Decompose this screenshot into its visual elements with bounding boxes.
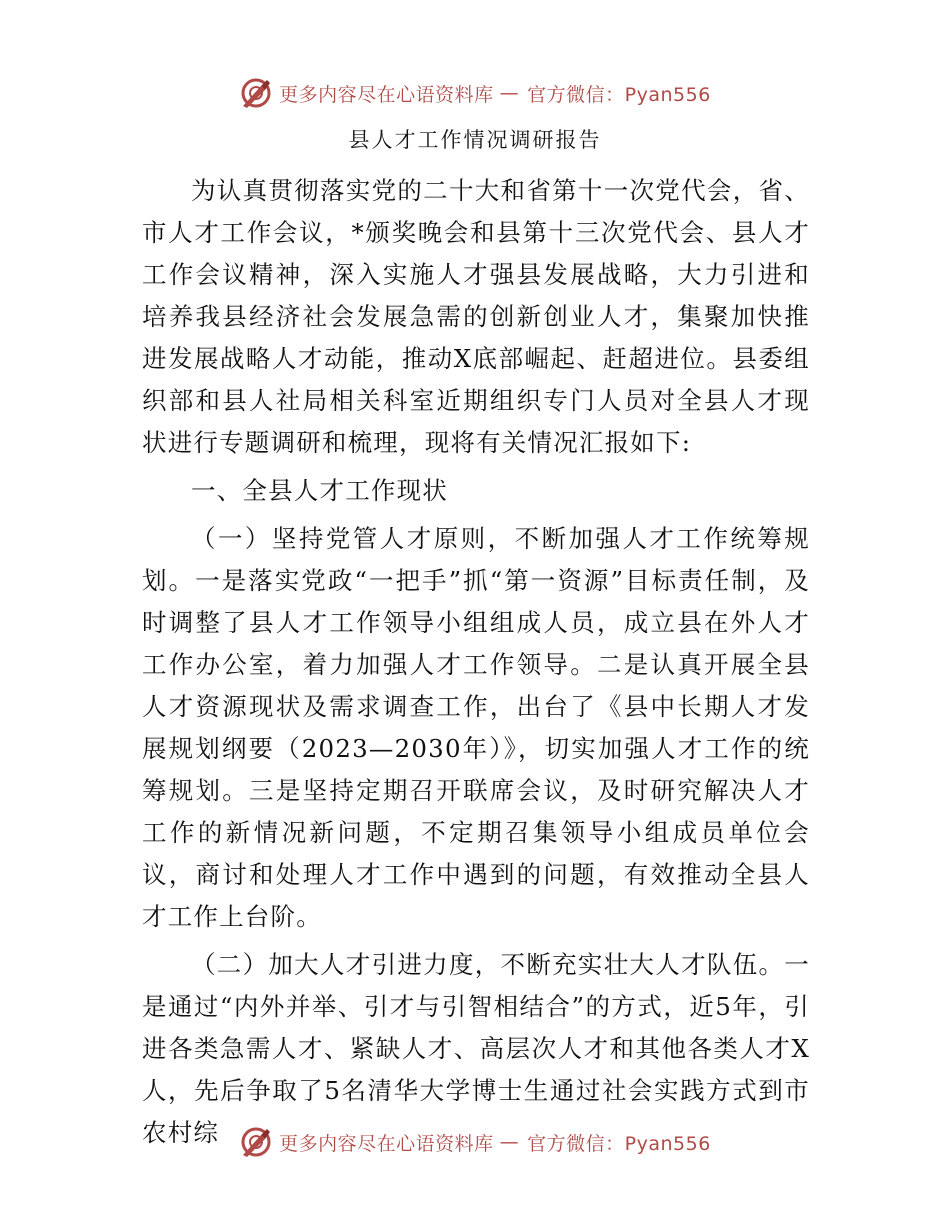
watermark-wechat: 官方微信：Pyan556 <box>527 1132 711 1155</box>
pen-circle-logo-icon <box>239 76 273 110</box>
paragraph-subsection-1: （一）坚持党管人才原则，不断加强人才工作统筹规划。一是落实党政“一把手”抓“第一资源”目标责任制，及时调整了县人才工作领导小组组成人员，成立县在外人才工作办公室，着力加强人才工作领导。二是认真开展全县人才资源现状及需求调查工作，出台了《县中长期人才发展规划纲要（2023—2030年）》，切实加强人才工作的统筹规划。三是坚持定期召开联席会议，及时研究解决人才工作的新情况新问题，不定期召集领导小组成员单位会议，商讨和处理人才工作中遇到的问题，有效推动全县人才工作上台阶。 <box>142 524 810 931</box>
watermark-text: 更多内容尽在心语资料库 <box>279 83 494 106</box>
footer-watermark <box>0 1125 950 1159</box>
watermark-wechat: 官方微信：Pyan556 <box>527 83 711 106</box>
watermark-separator: — <box>499 1131 520 1153</box>
document-title: 县人才工作情况调研报告 <box>348 128 602 152</box>
section-heading-1: 一、全县人才工作现状 <box>191 476 448 505</box>
header-watermark <box>0 76 950 110</box>
paragraph-subsection-2: （二）加大人才引进力度，不断充实壮大人才队伍。一是通过“内外并举、引才与引智相结合”的方式，近5年，引进各类急需人才、紧缺人才、高层次人才和其他各类人才X人，先后争取了5名清华大学博士生通过社会实践方式到市农村综 <box>142 950 810 1147</box>
watermark-separator: — <box>499 82 520 104</box>
paragraph-intro: 为认真贯彻落实党的二十大和省第十一次党代会，省、市人才工作会议，*颁奖晚会和县第十三次党代会、县人才工作会议精神，深入实施人才强县发展战略，大力引进和培养我县经济社会发展急需的创新创业人才，集聚加快推进发展战略人才动能，推动X底部崛起、赶超进位。县委组织部和县人社局相关科室近期组织专门人员对全县人才现状进行专题调研和梳理，现将有关情况汇报如下: <box>142 176 810 457</box>
pen-circle-logo-icon <box>239 1125 273 1159</box>
watermark-text: 更多内容尽在心语资料库 <box>279 1132 494 1155</box>
document-body <box>142 170 810 1154</box>
